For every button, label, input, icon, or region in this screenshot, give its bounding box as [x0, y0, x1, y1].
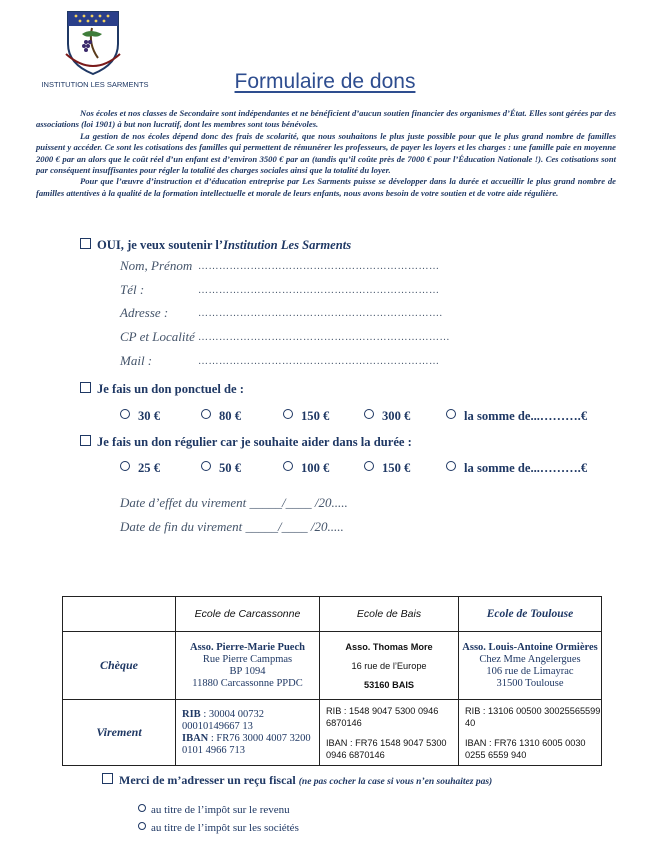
radio-icon[interactable]: [201, 409, 211, 419]
phone-label: Tél :: [120, 282, 145, 297]
recurring-donation-row[interactable]: [80, 435, 412, 450]
virement-label: Virement: [63, 700, 176, 766]
option-label: 50 €: [219, 461, 242, 475]
radio-icon[interactable]: [138, 822, 146, 830]
table-corner-cell: [63, 597, 176, 632]
intro-text: [36, 108, 616, 199]
iban-value: : FR76 3000 4007 3200 0101 4966 713: [182, 732, 311, 756]
rib-label: RIB: [182, 708, 201, 720]
mail-label: Mail :: [120, 353, 153, 368]
receipt-label: Merci de m’adresser un reçu fiscal: [119, 773, 296, 787]
iban-value: IBAN : FR76 1310 6005 0030 0255 6559 940: [465, 737, 586, 760]
one-time-label: Je fais un don ponctuel de :: [97, 382, 244, 396]
radio-icon[interactable]: [446, 409, 456, 419]
iban-value: IBAN : FR76 1548 9047 5300 0946 6870146: [326, 737, 447, 760]
transfer-start-date-field[interactable]: Date d’effet du virement _____/____ /20.....: [120, 495, 348, 510]
one-time-option-80[interactable]: [201, 409, 241, 424]
receipt-option-corporate-tax[interactable]: [138, 822, 299, 834]
address-line: 106 rue de Limayrac: [486, 665, 574, 677]
option-label: 150 €: [382, 461, 411, 475]
cheque-label: Chèque: [63, 632, 176, 700]
table-header-row: [63, 597, 602, 632]
address-line: 53160 BAIS: [363, 679, 415, 690]
institution-name: INSTITUTION LES SARMENTS: [41, 80, 149, 89]
support-institution: Institution Les Sarments: [223, 238, 352, 252]
payment-table: [62, 596, 602, 766]
option-label: 300 €: [382, 409, 411, 423]
one-time-checkbox[interactable]: [80, 382, 91, 393]
cheque-toulouse: [459, 632, 602, 700]
recurring-option-25[interactable]: [120, 461, 160, 476]
one-time-option-300[interactable]: [364, 409, 410, 424]
transfer-end-date-field[interactable]: Date de fin du virement _____/____ /20.....: [120, 519, 344, 534]
phone-field[interactable]: ……………………………………………………………: [198, 285, 440, 296]
rib-value: : 30004 00732 00010149667 13: [182, 708, 264, 732]
virement-toulouse: [459, 700, 602, 766]
institution-crest-logo: [58, 4, 128, 76]
recurring-checkbox[interactable]: [80, 435, 91, 446]
iban-label: IBAN: [182, 732, 209, 744]
mail-field[interactable]: ……………………………………………………………: [198, 356, 440, 367]
association-name: Asso. Thomas More: [345, 641, 433, 652]
intro-paragraph: Nos écoles et nos classes de Secondaire sont indépendantes et ne bénéficient d’aucun soutien financier des organismes d’État. Elles sont gérées par des associations (loi 1901) à but non lucratif, dont les membres sont tous bénévoles.: [36, 108, 616, 130]
option-label: 80 €: [219, 409, 242, 423]
table-row: [63, 632, 602, 700]
page-title: Formulaire de dons: [234, 70, 416, 93]
header-carcassonne: Ecole de Carcassonne: [176, 597, 320, 632]
address-field[interactable]: …………………………………………………………….: [198, 308, 443, 319]
table-row: [63, 700, 602, 766]
option-label: la somme de...……….€: [464, 409, 588, 423]
radio-icon[interactable]: [283, 461, 293, 471]
option-label: au titre de l’impôt sur les sociétés: [151, 822, 299, 834]
receipt-checkbox[interactable]: [102, 773, 113, 784]
radio-icon[interactable]: [364, 409, 374, 419]
rib-value: RIB : 1548 9047 5300 0946 6870146: [326, 705, 439, 728]
intro-paragraph: La gestion de nos écoles dépend donc des frais de scolarité, que nous souhaitons le plus juste possible pour que le plus grand nombre de familles puissent y accéder. Ce sont les cotisations des familles qui permettent de rémunérer les professeurs, de payer les loyers et les charges : une famille paie en moyenne 2000 € par an alors que le coût réel d’un enfant est d’environ 3500 € par an (tandis qu’il coûte près de 7000 € pour l’Éducation Nationale !). Ces cotisations sont par conséquent insuffisantes pour régler la totalité des charges sociales ainsi que la totalité du loyer.: [36, 130, 616, 176]
address-label: Adresse :: [120, 305, 169, 320]
recurring-label: Je fais un don régulier car je souhaite aider dans la durée :: [97, 435, 412, 449]
virement-carcassonne: [176, 700, 320, 766]
header-toulouse: Ecole de Toulouse: [459, 597, 602, 632]
virement-bais: [320, 700, 459, 766]
radio-icon[interactable]: [120, 461, 130, 471]
support-checkbox[interactable]: [80, 238, 91, 249]
radio-icon[interactable]: [138, 804, 146, 812]
option-label: 30 €: [138, 409, 161, 423]
one-time-option-custom[interactable]: [446, 409, 587, 424]
radio-icon[interactable]: [364, 461, 374, 471]
receipt-option-income-tax[interactable]: [138, 804, 290, 816]
recurring-option-custom[interactable]: [446, 461, 587, 476]
option-label: 25 €: [138, 461, 161, 475]
option-label: au titre de l’impôt sur le revenu: [151, 804, 290, 816]
radio-icon[interactable]: [446, 461, 456, 471]
one-time-donation-row[interactable]: [80, 382, 244, 397]
recurring-option-150[interactable]: [364, 461, 410, 476]
radio-icon[interactable]: [283, 409, 293, 419]
address-line: BP 1094: [229, 665, 266, 677]
one-time-option-30[interactable]: [120, 409, 160, 424]
support-checkbox-row[interactable]: [80, 238, 351, 253]
address-line: 31500 Toulouse: [496, 677, 564, 689]
recurring-option-100[interactable]: [283, 461, 329, 476]
address-line: Rue Pierre Campmas: [202, 653, 293, 665]
cheque-bais: [320, 632, 459, 700]
option-label: 150 €: [301, 409, 330, 423]
association-name: Asso. Pierre-Marie Puech: [190, 641, 305, 653]
postcode-city-label: CP et Localité: [120, 329, 195, 344]
name-field[interactable]: ……………………………………………………………: [198, 261, 440, 272]
address-line: Chez Mme Angelergues: [479, 653, 581, 665]
receipt-note: (ne pas cocher la case si vous n’en souhaitez pas): [298, 777, 493, 787]
recurring-option-50[interactable]: [201, 461, 241, 476]
option-label: la somme de...……….€: [464, 461, 588, 475]
address-line: 16 rue de l’Europe: [351, 660, 427, 671]
support-label: OUI, je veux soutenir l’: [97, 238, 224, 252]
rib-value: RIB : 13106 00500 30025565599 40: [465, 705, 601, 728]
cheque-carcassonne: [176, 632, 320, 700]
intro-paragraph: Pour que l’œuvre d’instruction et d’éducation entreprise par Les Sarments puisse se développer dans la durée et accueillir le plus grand nombre de familles attentives à la qualité de la formation intellectuelle et morale de leurs enfants, nous avons besoin de votre soutien et de votre aide régulière.: [36, 176, 616, 198]
postcode-city-field[interactable]: ………………………………………………………………: [198, 332, 450, 343]
address-line: 11880 Carcassonne PPDC: [192, 677, 303, 689]
name-label: Nom, Prénom: [120, 258, 193, 273]
association-name: Asso. Louis-Antoine Ormières: [462, 641, 598, 653]
one-time-option-150[interactable]: [283, 409, 329, 424]
option-label: 100 €: [301, 461, 330, 475]
radio-icon[interactable]: [120, 409, 130, 419]
header-bais: Ecole de Bais: [320, 597, 459, 632]
receipt-row[interactable]: [102, 773, 492, 788]
radio-icon[interactable]: [201, 461, 211, 471]
